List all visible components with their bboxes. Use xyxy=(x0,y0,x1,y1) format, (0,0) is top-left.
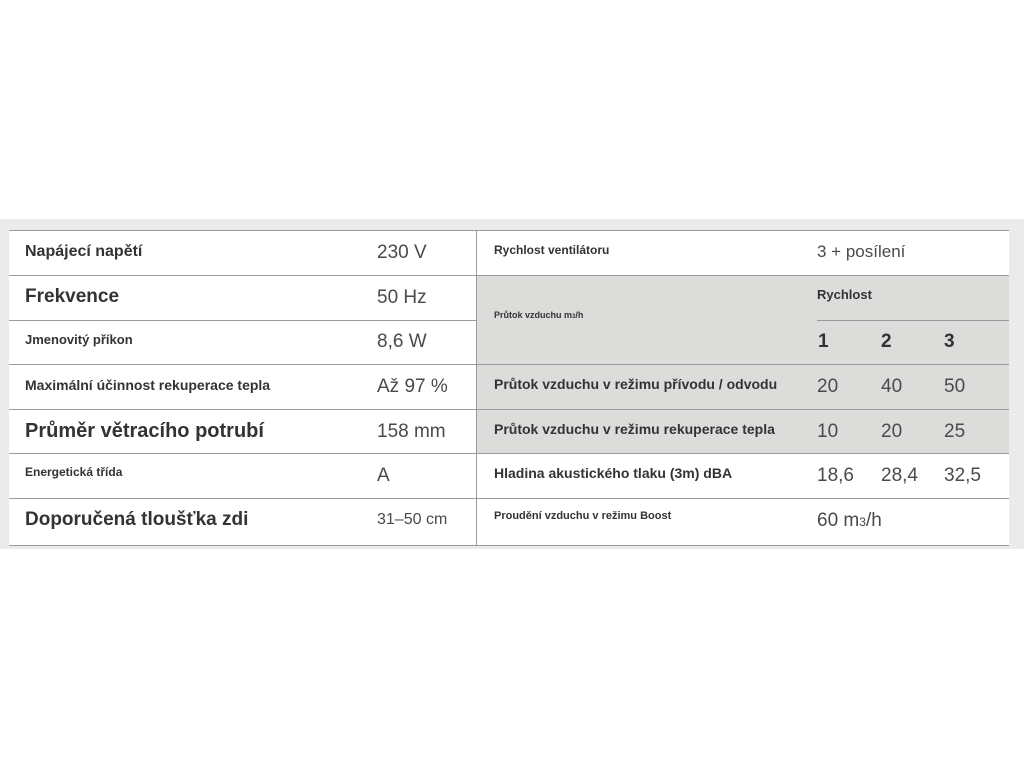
value-airflow-recovery-speed2: 20 xyxy=(881,421,903,442)
speed-2-header: 2 xyxy=(881,331,892,352)
value-airflow-supply-speed3: 50 xyxy=(944,376,966,397)
value-airflow-supply-speed2: 40 xyxy=(881,376,903,397)
label-boost-airflow: Proudění vzduchu v režimu Boost xyxy=(494,510,672,522)
label-airflow-supply-exhaust: Průtok vzduchu v režimu přívodu / odvodu xyxy=(494,376,778,392)
value-airflow-recovery-speed3: 25 xyxy=(944,421,966,442)
label-airflow-recovery: Průtok vzduchu v režimu rekuperace tepla xyxy=(494,421,775,437)
label-duct-diameter: Průměr větracího potrubí xyxy=(25,420,264,442)
row-divider xyxy=(9,275,477,276)
value-boost-airflow: 60 m3/h xyxy=(817,510,882,531)
row-divider xyxy=(9,498,477,499)
value-sound-speed3: 32,5 xyxy=(944,465,981,486)
value-sound-speed2: 28,4 xyxy=(881,465,918,486)
value-max-recovery-efficiency: Až 97 % xyxy=(377,376,448,397)
label-energy-class: Energetická třída xyxy=(25,465,123,479)
label-speed: Rychlost xyxy=(817,287,872,302)
row-divider xyxy=(9,364,477,365)
row-divider xyxy=(9,409,477,410)
row-divider xyxy=(477,453,1009,454)
value-fan-speed: 3 + posílení xyxy=(817,242,906,261)
label-supply-voltage: Napájecí napětí xyxy=(25,243,143,260)
value-rated-power: 8,6 W xyxy=(377,331,427,352)
value-frequency: 50 Hz xyxy=(377,287,427,308)
row-divider xyxy=(9,453,477,454)
row-divider xyxy=(477,275,1009,276)
spec-table xyxy=(9,230,1009,546)
value-duct-diameter: 158 mm xyxy=(377,421,446,442)
row-divider xyxy=(477,364,1009,365)
value-airflow-supply-speed1: 20 xyxy=(817,376,839,397)
speed-1-header: 1 xyxy=(818,331,829,352)
row-divider xyxy=(477,409,1009,410)
row-divider xyxy=(9,320,477,321)
label-fan-speed: Rychlost ventilátoru xyxy=(494,243,610,257)
label-sound-pressure: Hladina akustického tlaku (3m) dBA xyxy=(494,465,733,481)
label-rated-power: Jmenovitý příkon xyxy=(25,332,133,347)
value-sound-speed1: 18,6 xyxy=(817,465,854,486)
speed-header-divider xyxy=(817,320,1009,321)
value-wall-thickness: 31–50 cm xyxy=(377,511,448,528)
label-frequency: Frekvence xyxy=(25,286,120,307)
value-supply-voltage: 230 V xyxy=(377,242,427,263)
label-airflow: Průtok vzduchu m3/h xyxy=(494,310,584,320)
speed-3-header: 3 xyxy=(944,331,955,352)
label-max-recovery-efficiency: Maximální účinnost rekuperace tepla xyxy=(25,377,271,393)
spec-panel xyxy=(0,219,1024,549)
value-energy-class: A xyxy=(377,465,390,486)
value-airflow-recovery-speed1: 10 xyxy=(817,421,839,442)
row-divider xyxy=(477,498,1009,499)
label-wall-thickness: Doporučená tloušťka zdi xyxy=(25,509,249,530)
